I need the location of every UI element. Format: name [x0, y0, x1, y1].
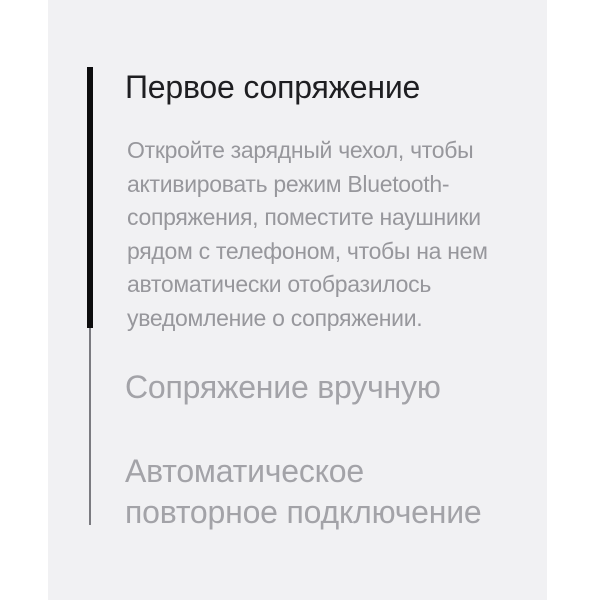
instruction-line: уведомление о сопряжении.: [127, 304, 423, 331]
timeline-track: [89, 328, 91, 525]
first-pairing-instructions: [127, 134, 488, 336]
instruction-line: автоматически отобразилось: [127, 271, 432, 298]
section-title-manual-pairing[interactable]: Сопряжение вручную: [125, 369, 441, 405]
timeline-active-bar: [87, 67, 93, 328]
instruction-line: Откройте зарядный чехол, чтобы: [127, 137, 474, 163]
instruction-line: сопряжения, поместите наушники: [127, 204, 481, 231]
section-title-first-pairing[interactable]: Первое сопряжение: [125, 69, 421, 105]
instruction-line: рядом с телефоном, чтобы на нем: [127, 237, 488, 264]
instruction-line: активировать режим Bluetooth-: [127, 170, 450, 197]
section-title-auto-reconnect[interactable]: Автоматическое повторное подключение: [125, 453, 482, 530]
